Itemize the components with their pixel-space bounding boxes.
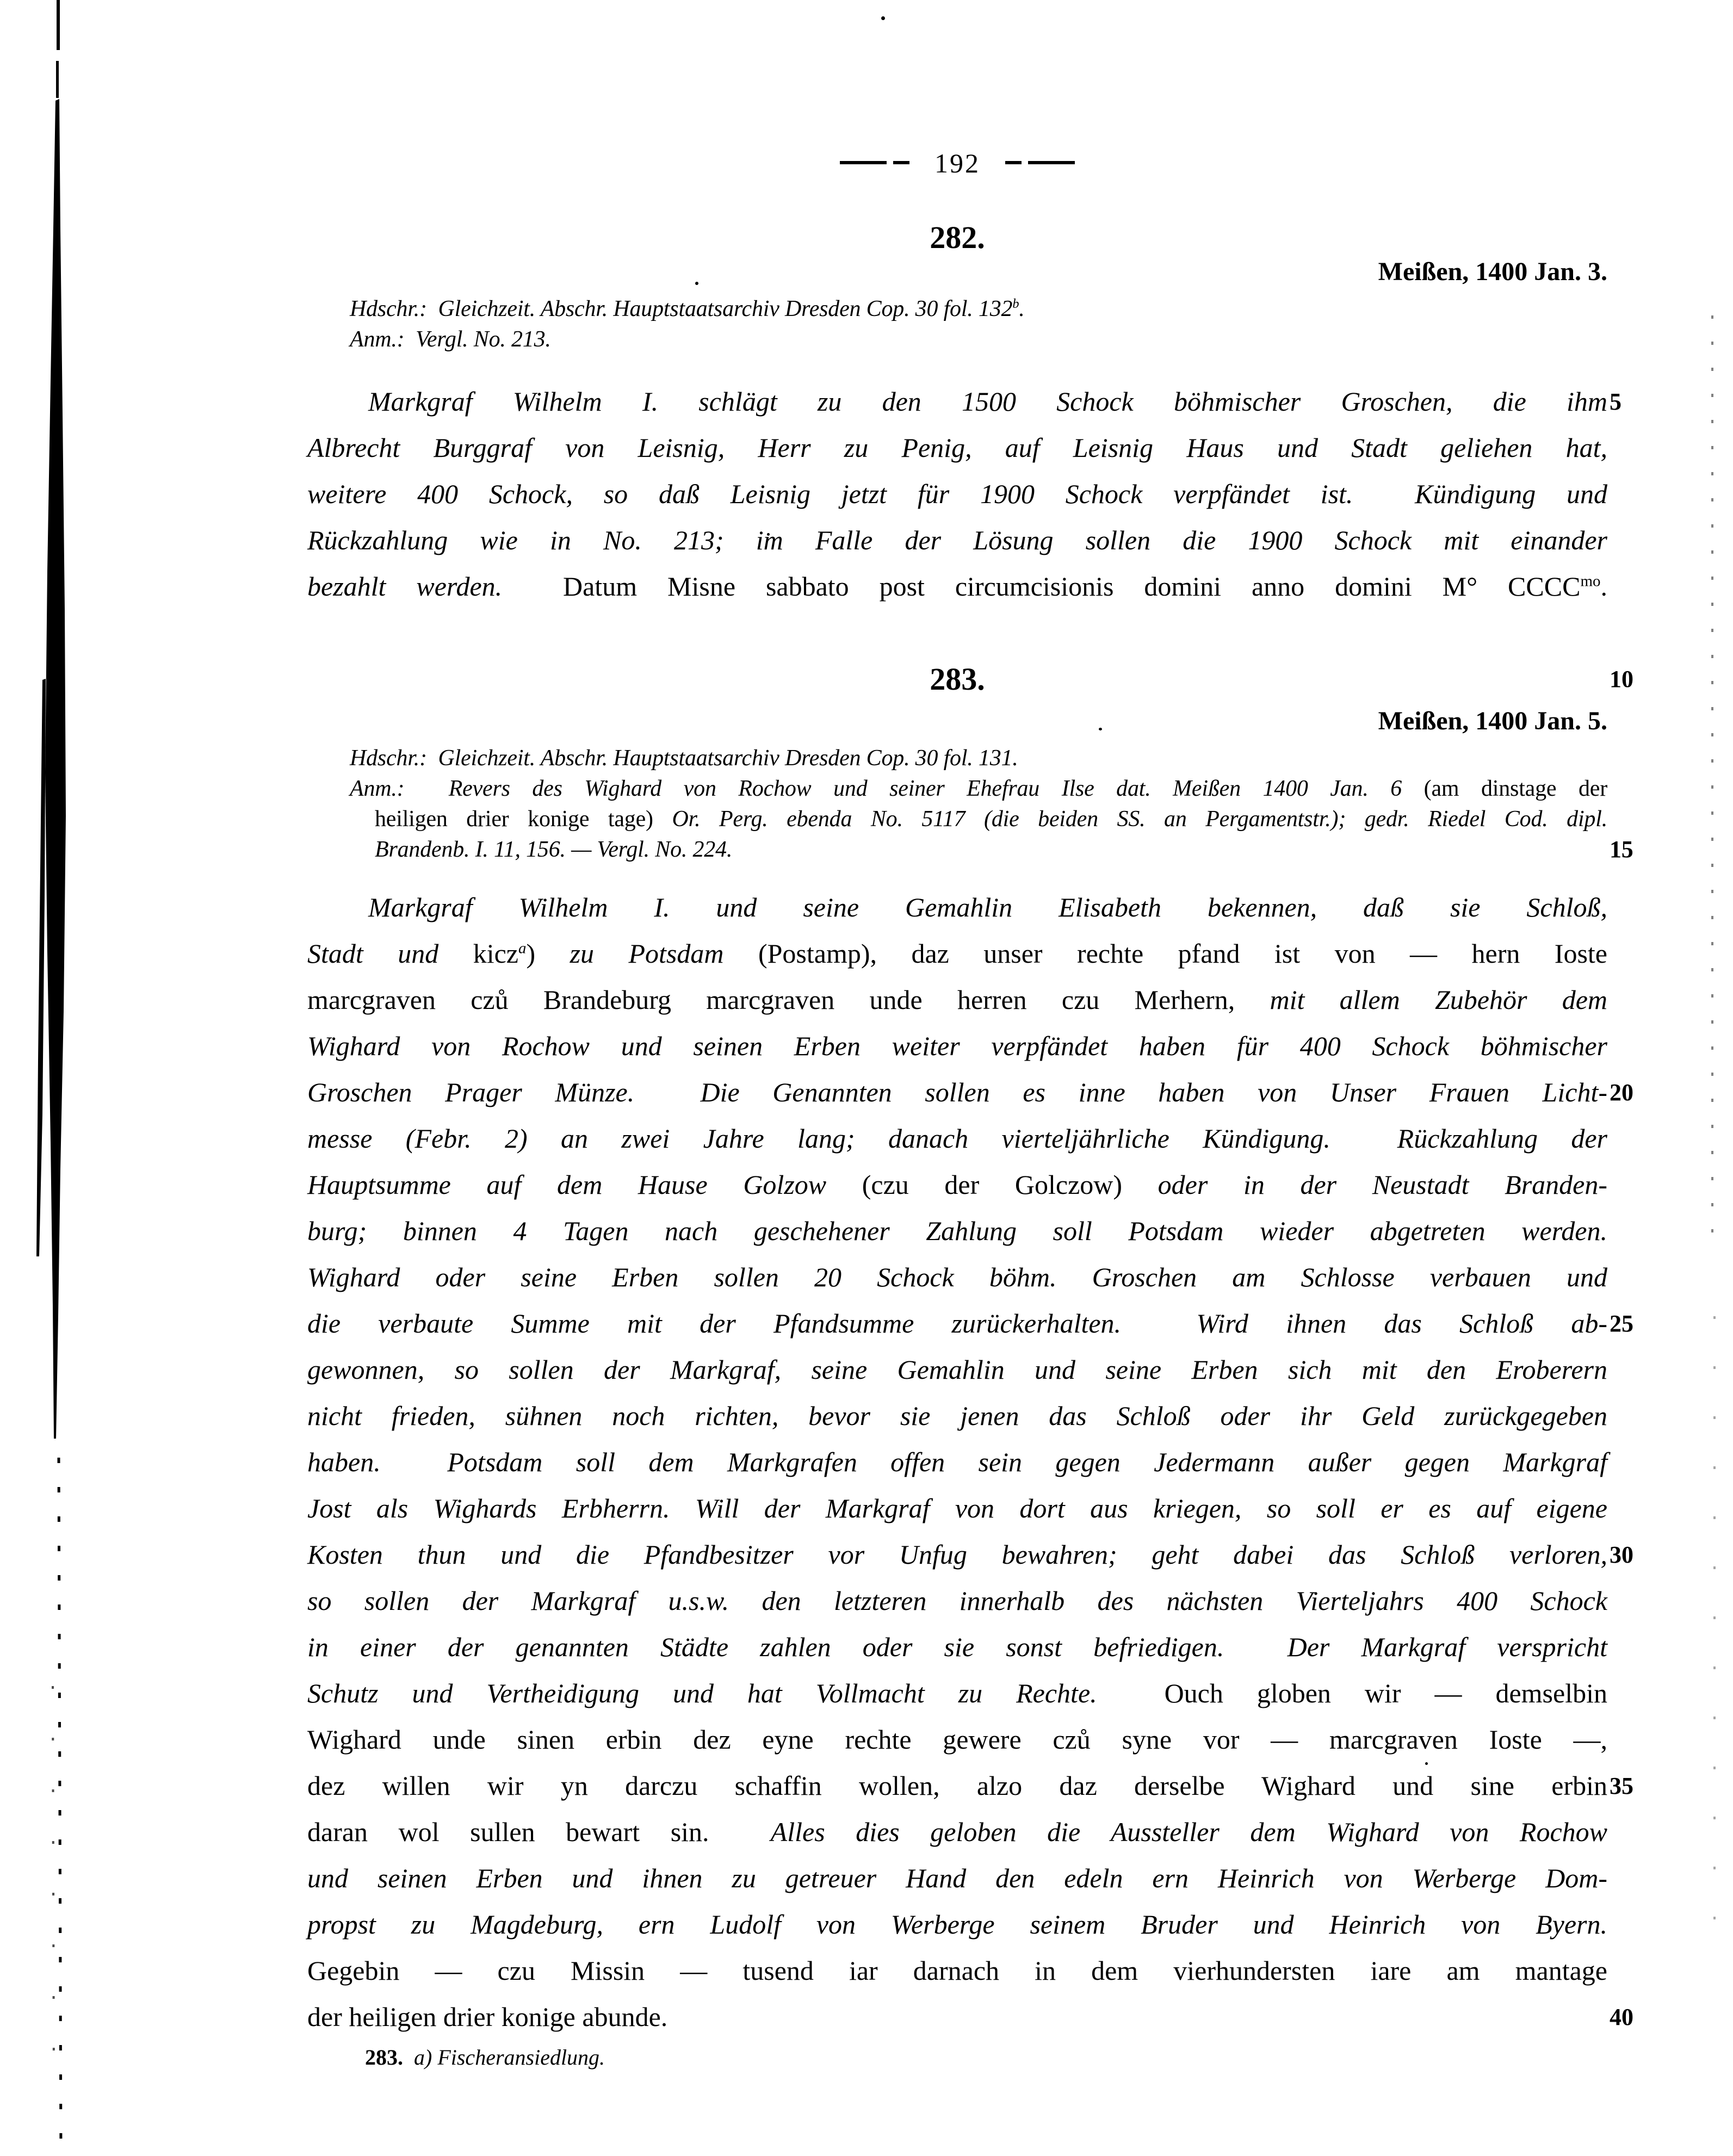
- text-segment: propst zu Magdeburg, ern Ludolf von Werberge seinem Bruder und Heinrich von Byern.: [307, 1909, 1607, 1940]
- text-line: [307, 1393, 1607, 1439]
- text-segment: Or. Perg. ebenda No. 5117 (die beiden SS. an Pergamentstr.); gedr. Riedel Cod. dipl.: [672, 807, 1607, 832]
- entry-282: [307, 220, 1621, 610]
- text-line: [307, 1717, 1607, 1763]
- text-line: [307, 1023, 1607, 1069]
- text-segment: oder in der Neustadt Branden-: [1122, 1169, 1607, 1200]
- text-line: [307, 884, 1607, 931]
- text-line: [307, 1670, 1607, 1717]
- entry-number-text: 282.: [930, 220, 985, 255]
- text-segment: Kosten thun und die Pfandbesitzer vor Unfug bewahren; geht dabei das Schloß verloren,: [307, 1539, 1607, 1570]
- text-line: [307, 1300, 1633, 1347]
- text-segment: burg; binnen 4 Tagen nach geschehener Zahlung soll Potsdam wieder abgetreten werden.: [307, 1216, 1607, 1246]
- entry-hdschr: [350, 294, 1607, 324]
- text-segment: Markgraf Wilhelm I. und seine Gemahlin Elisabeth bekennen, daß sie Schloß,: [368, 892, 1607, 922]
- text-segment: b: [1012, 296, 1019, 311]
- text-line: [350, 294, 1607, 324]
- text-line: [307, 517, 1607, 563]
- entry-place-date: Meißen, 1400 Jan. 5.: [1378, 707, 1607, 735]
- text-line: [307, 1069, 1633, 1116]
- header-rule-right: [1005, 161, 1022, 164]
- margin-line-number: 30: [1610, 1541, 1633, 1568]
- text-segment: Anm.: Revers des Wighard von Rochow und seiner Ehefrau Ilse dat. Meißen 1400 Jan. 6: [350, 776, 1424, 801]
- margin-line-number: 35: [1610, 1773, 1633, 1799]
- text-segment: bezahlt werden.: [307, 571, 564, 602]
- text-segment: .: [1019, 296, 1025, 321]
- text-line: [350, 743, 1607, 773]
- text-segment: dez willen wir yn darczu schaffin wollen, alzo daz derselbe Wighard und sine erbin: [307, 1770, 1607, 1801]
- text-segment: mit allem Zubehör dem: [1270, 984, 1607, 1015]
- text-line: [307, 425, 1607, 471]
- text-segment: a: [518, 939, 527, 957]
- text-segment: Hdschr.: Gleichzeit. Abschr. Hauptstaatsarchiv Dresden Cop. 30 fol. 132: [350, 296, 1013, 321]
- text-line: [307, 563, 1607, 610]
- text-segment: Wighard von Rochow und seinen Erben weiter verpfändet haben für 400 Schock böhmischer: [307, 1031, 1607, 1061]
- text-segment: und seinen Erben und ihnen zu getreuer Hand den edeln ern Heinrich von Werberge Dom-: [307, 1863, 1607, 1893]
- text-line: [307, 1532, 1633, 1578]
- text-segment: Rückzahlung wie in No. 213; im Falle der Lösung sollen die 1900 Schock mit einander: [307, 525, 1607, 555]
- entry-body: [307, 884, 1633, 2040]
- header-rule-right: [1028, 161, 1075, 164]
- text-segment: mo: [1580, 572, 1601, 590]
- header-rule-left: [840, 161, 887, 164]
- text-line: [307, 1809, 1607, 1855]
- text-segment: so sollen der Markgraf u.s.w. den letzteren innerhalb des nächsten Vierteljahrs 400 Schock: [307, 1585, 1607, 1616]
- text-segment: (Postamp), daz unser rechte pfand ist von — hern Ioste: [758, 938, 1607, 969]
- text-segment: Hauptsumme auf dem Hause Golzow: [307, 1169, 862, 1200]
- text-segment: Albrecht Burggraf von Leisnig, Herr zu Penig, auf Leisnig Haus und Stadt geliehen hat,: [307, 432, 1607, 463]
- text-segment: heiligen drier konige tage): [375, 807, 672, 832]
- text-line: [307, 931, 1607, 977]
- margin-line-number: 25: [1610, 1310, 1633, 1337]
- text-line: [307, 1485, 1607, 1532]
- text-line: [307, 1855, 1607, 1901]
- text-segment: gewonnen, so sollen der Markgraf, seine Gemahlin und seine Erben sich mit den Eroberern: [307, 1354, 1607, 1385]
- text-segment: Hdschr.: Gleichzeit. Abschr. Hauptstaatsarchiv Dresden Cop. 30 fol. 131.: [350, 746, 1018, 771]
- text-segment: Groschen Prager Münze. Die Genannten sollen es inne haben von Unser Frauen Licht-: [307, 1077, 1607, 1107]
- text-segment: zu Potsdam: [570, 938, 758, 969]
- text-segment: der heiligen drier konige abunde.: [307, 2002, 668, 2032]
- entry-anm: [350, 324, 1607, 355]
- text-segment: Wighard unde sinen erbin dez eyne rechte gewere czů syne vor — marcgraven Ioste —,: [307, 1724, 1607, 1755]
- page-header: [307, 147, 1607, 179]
- entry-place-date: Meißen, 1400 Jan. 3.: [1378, 257, 1607, 286]
- text-line: [307, 977, 1607, 1023]
- margin-line-number: 15: [1610, 836, 1633, 863]
- text-line: [375, 804, 1607, 834]
- entry-283: [307, 661, 1633, 2040]
- text-segment: (am dinstage der: [1423, 776, 1607, 801]
- footnote: [365, 2043, 1607, 2072]
- text-segment: in einer der genannten Städte zahlen oder sie sonst befriedigen. Der Markgraf verspricht: [307, 1632, 1607, 1662]
- text-line: [307, 1439, 1607, 1485]
- margin-line-number: 20: [1610, 1079, 1633, 1106]
- text-segment: 283.: [365, 2045, 403, 2070]
- text-segment: Schutz und Vertheidigung und hat Vollmacht zu Rechte.: [307, 1678, 1165, 1708]
- text-segment: Datum Misne sabbato post circumcisionis domini anno domini M° CCCC: [563, 571, 1581, 602]
- text-line: [307, 1763, 1633, 1809]
- text-line: [307, 1254, 1607, 1300]
- text-line: [307, 1116, 1607, 1162]
- text-line: [307, 1901, 1607, 1948]
- text-line: [307, 1624, 1607, 1670]
- text-line: [307, 379, 1621, 425]
- page-number: 192: [934, 148, 980, 178]
- entry-number-text: 283.: [930, 661, 985, 697]
- entry-number: [307, 661, 1633, 697]
- scan-dots-right: [1713, 1316, 1716, 1942]
- text-segment: Markgraf Wilhelm I. schlägt zu den 1500 Schock böhmischer Groschen, die ihm: [368, 386, 1607, 417]
- text-segment: kicz: [473, 938, 518, 969]
- text-segment: (czu der Golczow): [862, 1169, 1123, 1200]
- text-line: [307, 1347, 1607, 1393]
- text-segment: marcgraven czů Brandeburg marcgraven unde herren czu Merhern,: [307, 984, 1270, 1015]
- text-line: [375, 834, 1633, 865]
- margin-line-number: 10: [1610, 666, 1633, 692]
- text-segment: Brandenb. I. 11, 156. — Vergl. No. 224.: [375, 837, 733, 862]
- text-segment: haben. Potsdam soll dem Markgrafen offen sein gegen Jedermann außer gegen Markgraf: [307, 1447, 1607, 1477]
- text-segment: Stadt und: [307, 938, 473, 969]
- text-segment: Ouch globen wir — demselbin: [1164, 1678, 1607, 1708]
- entry-anm: [350, 773, 1633, 865]
- text-segment: Wighard oder seine Erben sollen 20 Schock böhm. Groschen am Schlosse verbauen und: [307, 1262, 1607, 1292]
- text-segment: Jost als Wighards Erbherrn. Will der Markgraf von dort aus kriegen, so soll er es auf eigene: [307, 1493, 1607, 1523]
- text-segment: a) Fischeransiedlung.: [414, 2045, 605, 2070]
- scan-binding-artifact: [0, 0, 92, 2156]
- entry-body: [307, 379, 1621, 610]
- scan-dots-right: [1711, 315, 1713, 1240]
- text-segment: daran wol sullen bewart sin.: [307, 1817, 771, 1847]
- margin-line-number: 40: [1610, 2004, 1633, 2030]
- text-line: [307, 1948, 1607, 1994]
- text-segment: weitere 400 Schock, so daß Leisnig jetzt für 1900 Schock verpfändet ist. Kündigung und: [307, 479, 1607, 509]
- text-line: [307, 1208, 1607, 1254]
- text-segment: [403, 2045, 414, 2070]
- text-segment: nicht frieden, sühnen noch richten, bevor sie jenen das Schloß oder ihr Geld zurückgegeben: [307, 1401, 1607, 1431]
- text-line: [365, 2043, 1607, 2072]
- text-segment: ): [526, 938, 570, 969]
- entry-hdschr: [350, 743, 1607, 773]
- text-segment: Alles dies geloben die Aussteller dem Wighard von Rochow: [770, 1817, 1607, 1847]
- text-segment: Anm.: Vergl. No. 213.: [350, 327, 551, 352]
- text-segment: messe (Febr. 2) an zwei Jahre lang; danach vierteljährliche Kündigung. Rückzahlung der: [307, 1123, 1607, 1154]
- text-segment: .: [1600, 571, 1607, 602]
- page-content: [307, 0, 1633, 2072]
- text-line: [307, 1994, 1633, 2040]
- text-line: [350, 773, 1607, 804]
- text-segment: Gegebin — czu Missin — tusend iar darnach in dem vierhundersten iare am mantage: [307, 1955, 1607, 1986]
- text-line: [307, 1578, 1607, 1624]
- margin-line-number: 5: [1610, 388, 1621, 415]
- text-line: [307, 471, 1607, 517]
- text-segment: die verbaute Summe mit der Pfandsumme zurückerhalten. Wird ihnen das Schloß ab-: [307, 1308, 1607, 1339]
- header-rule-left: [893, 161, 909, 164]
- text-line: [307, 1162, 1607, 1208]
- text-line: [350, 324, 1607, 355]
- entry-number: [307, 220, 1607, 256]
